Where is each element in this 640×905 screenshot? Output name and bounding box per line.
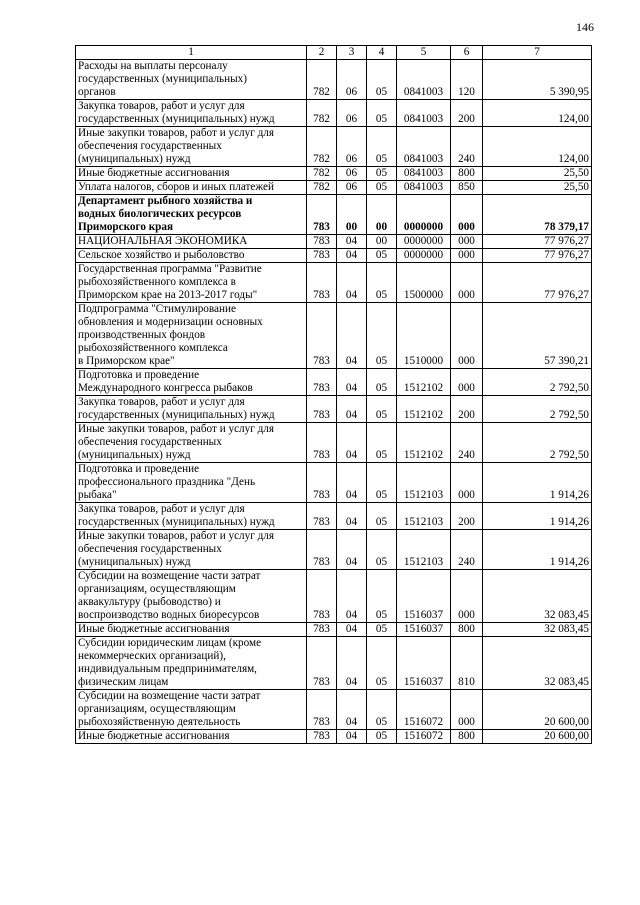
row-description-line: Закупка товаров, работ и услуг для bbox=[78, 100, 245, 112]
row-description bbox=[76, 369, 307, 396]
row-description-line: НАЦИОНАЛЬНАЯ ЭКОНОМИКА bbox=[78, 235, 248, 247]
table-row bbox=[76, 303, 592, 369]
ministry-code: 783 bbox=[307, 690, 337, 730]
column-header-6: 6 bbox=[451, 46, 483, 60]
row-description bbox=[76, 463, 307, 503]
row-description bbox=[76, 730, 307, 744]
section-code: 04 bbox=[337, 530, 367, 570]
row-description-line: Подготовка и проведение bbox=[78, 463, 200, 475]
row-description bbox=[76, 100, 307, 127]
row-description-line: Иные бюджетные ассигнования bbox=[78, 623, 230, 635]
expense-type-code: 200 bbox=[451, 100, 483, 127]
row-description-line: Закупка товаров, работ и услуг для bbox=[78, 396, 245, 408]
target-article-code: 0000000 bbox=[397, 249, 451, 263]
subsection-code: 05 bbox=[367, 530, 397, 570]
ministry-code: 783 bbox=[307, 623, 337, 637]
ministry-code: 783 bbox=[307, 637, 337, 690]
target-article-code: 1516072 bbox=[397, 730, 451, 744]
subsection-code: 05 bbox=[367, 167, 397, 181]
row-description-line: (муниципальных) нужд bbox=[78, 153, 191, 165]
row-description bbox=[76, 249, 307, 263]
target-article-code: 1516037 bbox=[397, 570, 451, 623]
row-description-line: Государственная программа "Развитие bbox=[78, 263, 262, 275]
expense-type-code: 120 bbox=[451, 60, 483, 100]
ministry-code: 783 bbox=[307, 303, 337, 369]
row-description-line: Приморского края bbox=[78, 221, 174, 233]
target-article-code: 0841003 bbox=[397, 181, 451, 195]
section-code: 04 bbox=[337, 463, 367, 503]
section-code: 06 bbox=[337, 60, 367, 100]
expense-type-code: 800 bbox=[451, 167, 483, 181]
amount-value: 32 083,45 bbox=[483, 623, 592, 637]
row-description-line: Иные бюджетные ассигнования bbox=[78, 167, 230, 179]
ministry-code: 783 bbox=[307, 263, 337, 303]
page-number: 146 bbox=[576, 20, 594, 34]
row-description-line: (муниципальных) нужд bbox=[78, 556, 191, 568]
target-article-code: 1516072 bbox=[397, 690, 451, 730]
row-description-line: обеспечения государственных bbox=[78, 543, 222, 555]
row-description-line: государственных (муниципальных) нужд bbox=[78, 409, 275, 421]
row-description bbox=[76, 637, 307, 690]
section-code: 04 bbox=[337, 235, 367, 249]
table-row bbox=[76, 249, 592, 263]
subsection-code: 05 bbox=[367, 100, 397, 127]
ministry-code: 783 bbox=[307, 730, 337, 744]
table-row bbox=[76, 369, 592, 396]
subsection-code: 05 bbox=[367, 249, 397, 263]
column-header-5: 5 bbox=[397, 46, 451, 60]
expense-type-code: 200 bbox=[451, 503, 483, 530]
column-header-3: 3 bbox=[337, 46, 367, 60]
budget-table bbox=[75, 45, 592, 744]
row-description-line: рыбохозяйственную деятельность bbox=[78, 716, 241, 728]
row-description-line: индивидуальным предпринимателям, bbox=[78, 663, 257, 675]
section-code: 06 bbox=[337, 181, 367, 195]
target-article-code: 1500000 bbox=[397, 263, 451, 303]
amount-value: 32 083,45 bbox=[483, 570, 592, 623]
table-row bbox=[76, 167, 592, 181]
table-row bbox=[76, 503, 592, 530]
amount-value: 78 379,17 bbox=[483, 195, 592, 235]
ministry-code: 783 bbox=[307, 463, 337, 503]
row-description-line: некоммерческих организаций), bbox=[78, 650, 226, 662]
target-article-code: 0841003 bbox=[397, 167, 451, 181]
row-description bbox=[76, 396, 307, 423]
subsection-code: 05 bbox=[367, 463, 397, 503]
expense-type-code: 810 bbox=[451, 637, 483, 690]
expense-type-code: 240 bbox=[451, 127, 483, 167]
row-description-line: рыбохозяйственного комплекса в bbox=[78, 276, 236, 288]
table-row bbox=[76, 100, 592, 127]
row-description-line: Иные бюджетные ассигнования bbox=[78, 730, 230, 742]
section-code: 04 bbox=[337, 690, 367, 730]
table-row bbox=[76, 463, 592, 503]
target-article-code: 0000000 bbox=[397, 195, 451, 235]
expense-type-code: 000 bbox=[451, 249, 483, 263]
target-article-code: 0000000 bbox=[397, 235, 451, 249]
section-code: 04 bbox=[337, 249, 367, 263]
section-code: 04 bbox=[337, 396, 367, 423]
row-description-line: Приморском крае на 2013-2017 годы" bbox=[78, 289, 258, 301]
amount-value: 20 600,00 bbox=[483, 690, 592, 730]
section-code: 04 bbox=[337, 303, 367, 369]
amount-value: 25,50 bbox=[483, 167, 592, 181]
expense-type-code: 000 bbox=[451, 570, 483, 623]
row-description-line: обновления и модернизации основных bbox=[78, 316, 263, 328]
expense-type-code: 000 bbox=[451, 303, 483, 369]
column-header-1: 1 bbox=[76, 46, 307, 60]
target-article-code: 1512102 bbox=[397, 396, 451, 423]
row-description-line: аквакультуру (рыбоводство) и bbox=[78, 596, 221, 608]
expense-type-code: 850 bbox=[451, 181, 483, 195]
subsection-code: 00 bbox=[367, 195, 397, 235]
subsection-code: 05 bbox=[367, 623, 397, 637]
row-description-line: Субсидии на возмещение части затрат bbox=[78, 690, 261, 702]
table-header-row bbox=[76, 46, 592, 60]
subsection-code: 05 bbox=[367, 127, 397, 167]
row-description bbox=[76, 423, 307, 463]
table-row bbox=[76, 530, 592, 570]
column-header-2: 2 bbox=[307, 46, 337, 60]
ministry-code: 783 bbox=[307, 423, 337, 463]
ministry-code: 783 bbox=[307, 369, 337, 396]
row-description-line: физическим лицам bbox=[78, 676, 169, 688]
target-article-code: 1516037 bbox=[397, 623, 451, 637]
ministry-code: 783 bbox=[307, 503, 337, 530]
table-body bbox=[76, 60, 592, 744]
amount-value: 1 914,26 bbox=[483, 530, 592, 570]
ministry-code: 783 bbox=[307, 235, 337, 249]
target-article-code: 1510000 bbox=[397, 303, 451, 369]
table-row bbox=[76, 263, 592, 303]
amount-value: 57 390,21 bbox=[483, 303, 592, 369]
subsection-code: 05 bbox=[367, 423, 397, 463]
row-description bbox=[76, 530, 307, 570]
row-description-line: организациям, осуществляющим bbox=[78, 583, 236, 595]
table-row bbox=[76, 195, 592, 235]
expense-type-code: 000 bbox=[451, 195, 483, 235]
row-description bbox=[76, 570, 307, 623]
table-row bbox=[76, 60, 592, 100]
amount-value: 124,00 bbox=[483, 100, 592, 127]
subsection-code: 05 bbox=[367, 396, 397, 423]
subsection-code: 05 bbox=[367, 181, 397, 195]
expense-type-code: 000 bbox=[451, 690, 483, 730]
section-code: 04 bbox=[337, 730, 367, 744]
section-code: 04 bbox=[337, 369, 367, 396]
ministry-code: 782 bbox=[307, 127, 337, 167]
subsection-code: 05 bbox=[367, 263, 397, 303]
row-description-line: (муниципальных) нужд bbox=[78, 449, 191, 461]
row-description-line: обеспечения государственных bbox=[78, 436, 222, 448]
subsection-code: 05 bbox=[367, 60, 397, 100]
row-description-line: Сельское хозяйство и рыболовство bbox=[78, 249, 245, 261]
row-description bbox=[76, 303, 307, 369]
target-article-code: 0841003 bbox=[397, 60, 451, 100]
row-description-line: в Приморском крае" bbox=[78, 355, 175, 367]
expense-type-code: 000 bbox=[451, 463, 483, 503]
target-article-code: 0841003 bbox=[397, 127, 451, 167]
subsection-code: 05 bbox=[367, 730, 397, 744]
row-description-line: государственных (муниципальных) bbox=[78, 73, 247, 85]
expense-type-code: 800 bbox=[451, 623, 483, 637]
row-description bbox=[76, 503, 307, 530]
ministry-code: 783 bbox=[307, 396, 337, 423]
amount-value: 77 976,27 bbox=[483, 235, 592, 249]
expense-type-code: 000 bbox=[451, 369, 483, 396]
subsection-code: 05 bbox=[367, 637, 397, 690]
amount-value: 77 976,27 bbox=[483, 263, 592, 303]
row-description-line: Субсидии юридическим лицам (кроме bbox=[78, 637, 262, 649]
table-row bbox=[76, 396, 592, 423]
subsection-code: 05 bbox=[367, 369, 397, 396]
row-description-line: обеспечения государственных bbox=[78, 140, 222, 152]
table-row bbox=[76, 623, 592, 637]
expense-type-code: 000 bbox=[451, 263, 483, 303]
target-article-code: 1512102 bbox=[397, 369, 451, 396]
ministry-code: 783 bbox=[307, 570, 337, 623]
row-description-line: Департамент рыбного хозяйства и bbox=[78, 195, 253, 207]
table-row bbox=[76, 690, 592, 730]
amount-value: 1 914,26 bbox=[483, 463, 592, 503]
row-description bbox=[76, 181, 307, 195]
row-description-line: Иные закупки товаров, работ и услуг для bbox=[78, 530, 275, 542]
section-code: 04 bbox=[337, 503, 367, 530]
ministry-code: 782 bbox=[307, 100, 337, 127]
target-article-code: 0841003 bbox=[397, 100, 451, 127]
amount-value: 2 792,50 bbox=[483, 369, 592, 396]
amount-value: 2 792,50 bbox=[483, 396, 592, 423]
amount-value: 20 600,00 bbox=[483, 730, 592, 744]
ministry-code: 782 bbox=[307, 60, 337, 100]
row-description-line: Иные закупки товаров, работ и услуг для bbox=[78, 127, 275, 139]
row-description-line: Субсидии на возмещение части затрат bbox=[78, 570, 261, 582]
row-description bbox=[76, 235, 307, 249]
row-description-line: Международного конгресса рыбаков bbox=[78, 382, 253, 394]
section-code: 04 bbox=[337, 423, 367, 463]
row-description bbox=[76, 690, 307, 730]
ministry-code: 782 bbox=[307, 167, 337, 181]
target-article-code: 1512102 bbox=[397, 423, 451, 463]
row-description-line: органов bbox=[78, 86, 116, 98]
amount-value: 1 914,26 bbox=[483, 503, 592, 530]
row-description bbox=[76, 60, 307, 100]
amount-value: 25,50 bbox=[483, 181, 592, 195]
target-article-code: 1512103 bbox=[397, 463, 451, 503]
table-row bbox=[76, 423, 592, 463]
amount-value: 124,00 bbox=[483, 127, 592, 167]
section-code: 06 bbox=[337, 100, 367, 127]
expense-type-code: 240 bbox=[451, 423, 483, 463]
amount-value: 5 390,95 bbox=[483, 60, 592, 100]
amount-value: 2 792,50 bbox=[483, 423, 592, 463]
row-description bbox=[76, 195, 307, 235]
row-description-line: производственных фондов bbox=[78, 329, 206, 341]
target-article-code: 1512103 bbox=[397, 530, 451, 570]
table-row bbox=[76, 570, 592, 623]
row-description-line: Закупка товаров, работ и услуг для bbox=[78, 503, 245, 515]
section-code: 04 bbox=[337, 263, 367, 303]
row-description bbox=[76, 263, 307, 303]
table-row bbox=[76, 730, 592, 744]
row-description-line: Подпрограмма "Стимулирование bbox=[78, 303, 236, 315]
row-description-line: государственных (муниципальных) нужд bbox=[78, 113, 275, 125]
expense-type-code: 200 bbox=[451, 396, 483, 423]
row-description bbox=[76, 623, 307, 637]
ministry-code: 783 bbox=[307, 249, 337, 263]
row-description bbox=[76, 167, 307, 181]
target-article-code: 1516037 bbox=[397, 637, 451, 690]
row-description bbox=[76, 127, 307, 167]
section-code: 06 bbox=[337, 167, 367, 181]
row-description-line: рыбохозяйственного комплекса bbox=[78, 342, 228, 354]
subsection-code: 05 bbox=[367, 303, 397, 369]
ministry-code: 783 bbox=[307, 195, 337, 235]
ministry-code: 782 bbox=[307, 181, 337, 195]
row-description-line: Расходы на выплаты персоналу bbox=[78, 60, 228, 72]
row-description-line: водных биологических ресурсов bbox=[78, 208, 242, 220]
section-code: 00 bbox=[337, 195, 367, 235]
row-description-line: профессионального праздника "День bbox=[78, 476, 256, 488]
expense-type-code: 000 bbox=[451, 235, 483, 249]
amount-value: 77 976,27 bbox=[483, 249, 592, 263]
section-code: 06 bbox=[337, 127, 367, 167]
expense-type-code: 800 bbox=[451, 730, 483, 744]
subsection-code: 05 bbox=[367, 503, 397, 530]
table-row bbox=[76, 235, 592, 249]
row-description-line: Подготовка и проведение bbox=[78, 369, 200, 381]
subsection-code: 05 bbox=[367, 690, 397, 730]
column-header-7: 7 bbox=[483, 46, 592, 60]
row-description-line: воспроизводство водных биоресурсов bbox=[78, 609, 260, 621]
subsection-code: 00 bbox=[367, 235, 397, 249]
section-code: 04 bbox=[337, 570, 367, 623]
table-row bbox=[76, 127, 592, 167]
amount-value: 32 083,45 bbox=[483, 637, 592, 690]
subsection-code: 05 bbox=[367, 570, 397, 623]
row-description-line: рыбака" bbox=[78, 489, 117, 501]
table-row bbox=[76, 637, 592, 690]
row-description-line: организациям, осуществляющим bbox=[78, 703, 236, 715]
column-header-4: 4 bbox=[367, 46, 397, 60]
row-description-line: Иные закупки товаров, работ и услуг для bbox=[78, 423, 275, 435]
ministry-code: 783 bbox=[307, 530, 337, 570]
section-code: 04 bbox=[337, 623, 367, 637]
target-article-code: 1512103 bbox=[397, 503, 451, 530]
table-row bbox=[76, 181, 592, 195]
expense-type-code: 240 bbox=[451, 530, 483, 570]
row-description-line: государственных (муниципальных) нужд bbox=[78, 516, 275, 528]
section-code: 04 bbox=[337, 637, 367, 690]
row-description-line: Уплата налогов, сборов и иных платежей bbox=[78, 181, 274, 193]
